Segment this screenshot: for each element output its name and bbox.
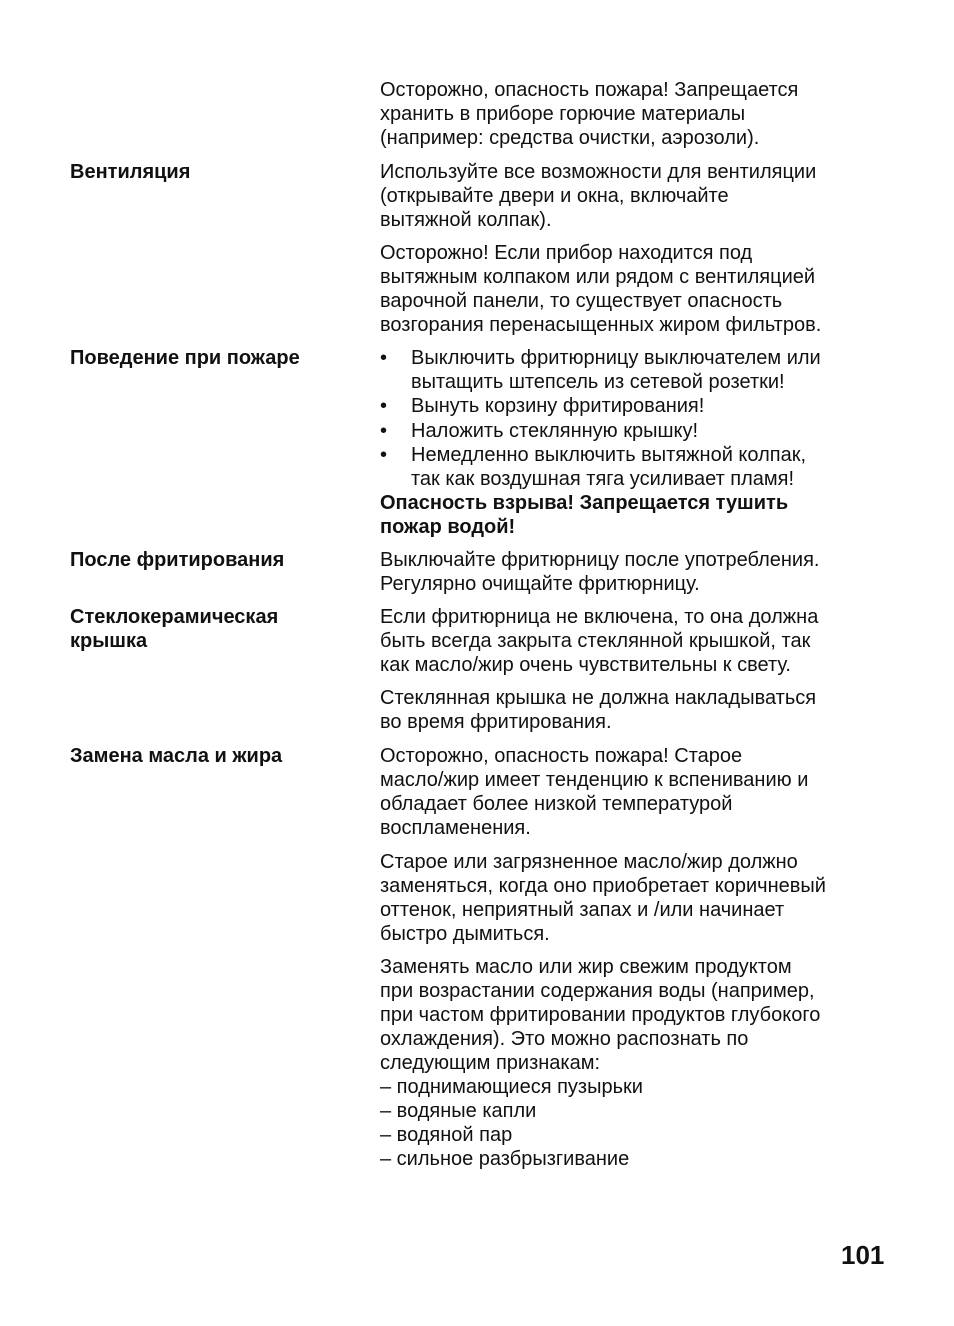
text-line: во время фритирования. xyxy=(380,711,612,733)
text-line: Осторожно, опасность пожара! Старое xyxy=(380,745,743,767)
page-number: 101 xyxy=(841,1240,885,1270)
text-line: при возрастании содержания воды (например, xyxy=(380,980,815,1002)
text-line: Заменять масло или жир свежим продуктом xyxy=(380,956,792,978)
bullet-text: Вынуть корзину фритирования! xyxy=(411,395,705,417)
text-line: (открывайте двери и окна, включайте xyxy=(380,185,729,207)
section-heading: Поведение при пожаре xyxy=(70,347,300,369)
section-heading: Замена масла и жира xyxy=(70,745,283,767)
bullet-text: Немедленно выключить вытяжной колпак, xyxy=(411,444,807,466)
bullet-icon: • xyxy=(380,347,388,369)
bullet-text: Наложить стеклянную крышку! xyxy=(411,420,699,442)
text-line: Стеклянная крышка не должна накладываться xyxy=(380,687,817,709)
text-line: Выключайте фритюрницу после употребления. xyxy=(380,549,820,571)
text-line: следующим признакам: xyxy=(380,1052,601,1074)
text-line: вытяжным колпаком или рядом с вентиляцией xyxy=(380,266,816,288)
text-line: Используйте все возможности для вентиляции xyxy=(380,161,817,183)
text-line: (например: средства очистки, аэрозоли). xyxy=(380,127,760,149)
text-line: при частом фритировании продуктов глубокого xyxy=(380,1004,821,1026)
text-line: воспламенения. xyxy=(380,817,531,839)
bullet-text: так как воздушная тяга усиливает пламя! xyxy=(411,468,795,490)
text-line: хранить в приборе горючие материалы xyxy=(380,103,746,125)
list-item: – водяные капли xyxy=(380,1100,537,1122)
text-line: масло/жир имеет тенденцию к вспениванию и xyxy=(380,769,809,791)
list-item: – сильное разбрызгивание xyxy=(380,1148,630,1170)
text-line: Осторожно, опасность пожара! Запрещается xyxy=(380,79,799,101)
text-line: охлаждения). Это можно распознать по xyxy=(380,1028,749,1050)
text-line: быстро дымиться. xyxy=(380,923,550,945)
text-line: быть всегда закрыта стеклянной крышкой, так xyxy=(380,630,811,652)
text-line: вытяжной колпак). xyxy=(380,209,552,231)
text-line: возгорания перенасыщенных жиром фильтров. xyxy=(380,314,822,336)
text-line: заменяться, когда оно приобретает коричневый xyxy=(380,875,826,897)
warning-text: Опасность взрыва! Запрещается тушить xyxy=(380,492,789,514)
text-line: Если фритюрница не включена, то она должна xyxy=(380,606,819,628)
bullet-icon: • xyxy=(380,395,388,417)
text-line: Старое или загрязненное масло/жир должно xyxy=(380,851,798,873)
warning-text: пожар водой! xyxy=(380,516,516,538)
bullet-text: Выключить фритюрницу выключателем или xyxy=(411,347,821,369)
list-item: – водяной пар xyxy=(380,1124,513,1146)
section-heading: Стеклокерамическая xyxy=(70,606,279,628)
bullet-icon: • xyxy=(380,420,388,442)
text-line: как масло/жир очень чувствительны к свету. xyxy=(380,654,791,676)
text-line: варочной панели, то существует опасность xyxy=(380,290,783,312)
text-line: оттенок, неприятный запах и /или начинает xyxy=(380,899,785,921)
text-line: обладает более низкой температурой xyxy=(380,793,733,815)
section-heading: Вентиляция xyxy=(70,161,191,183)
text-line: Регулярно очищайте фритюрницу. xyxy=(380,573,700,595)
bullet-icon: • xyxy=(380,444,388,466)
text-line: Осторожно! Если прибор находится под xyxy=(380,242,753,264)
section-heading: После фритирования xyxy=(70,549,285,571)
list-item: – поднимающиеся пузырьки xyxy=(380,1076,643,1098)
bullet-text: вытащить штепсель из сетевой розетки! xyxy=(411,371,785,393)
section-heading: крышка xyxy=(70,630,148,652)
